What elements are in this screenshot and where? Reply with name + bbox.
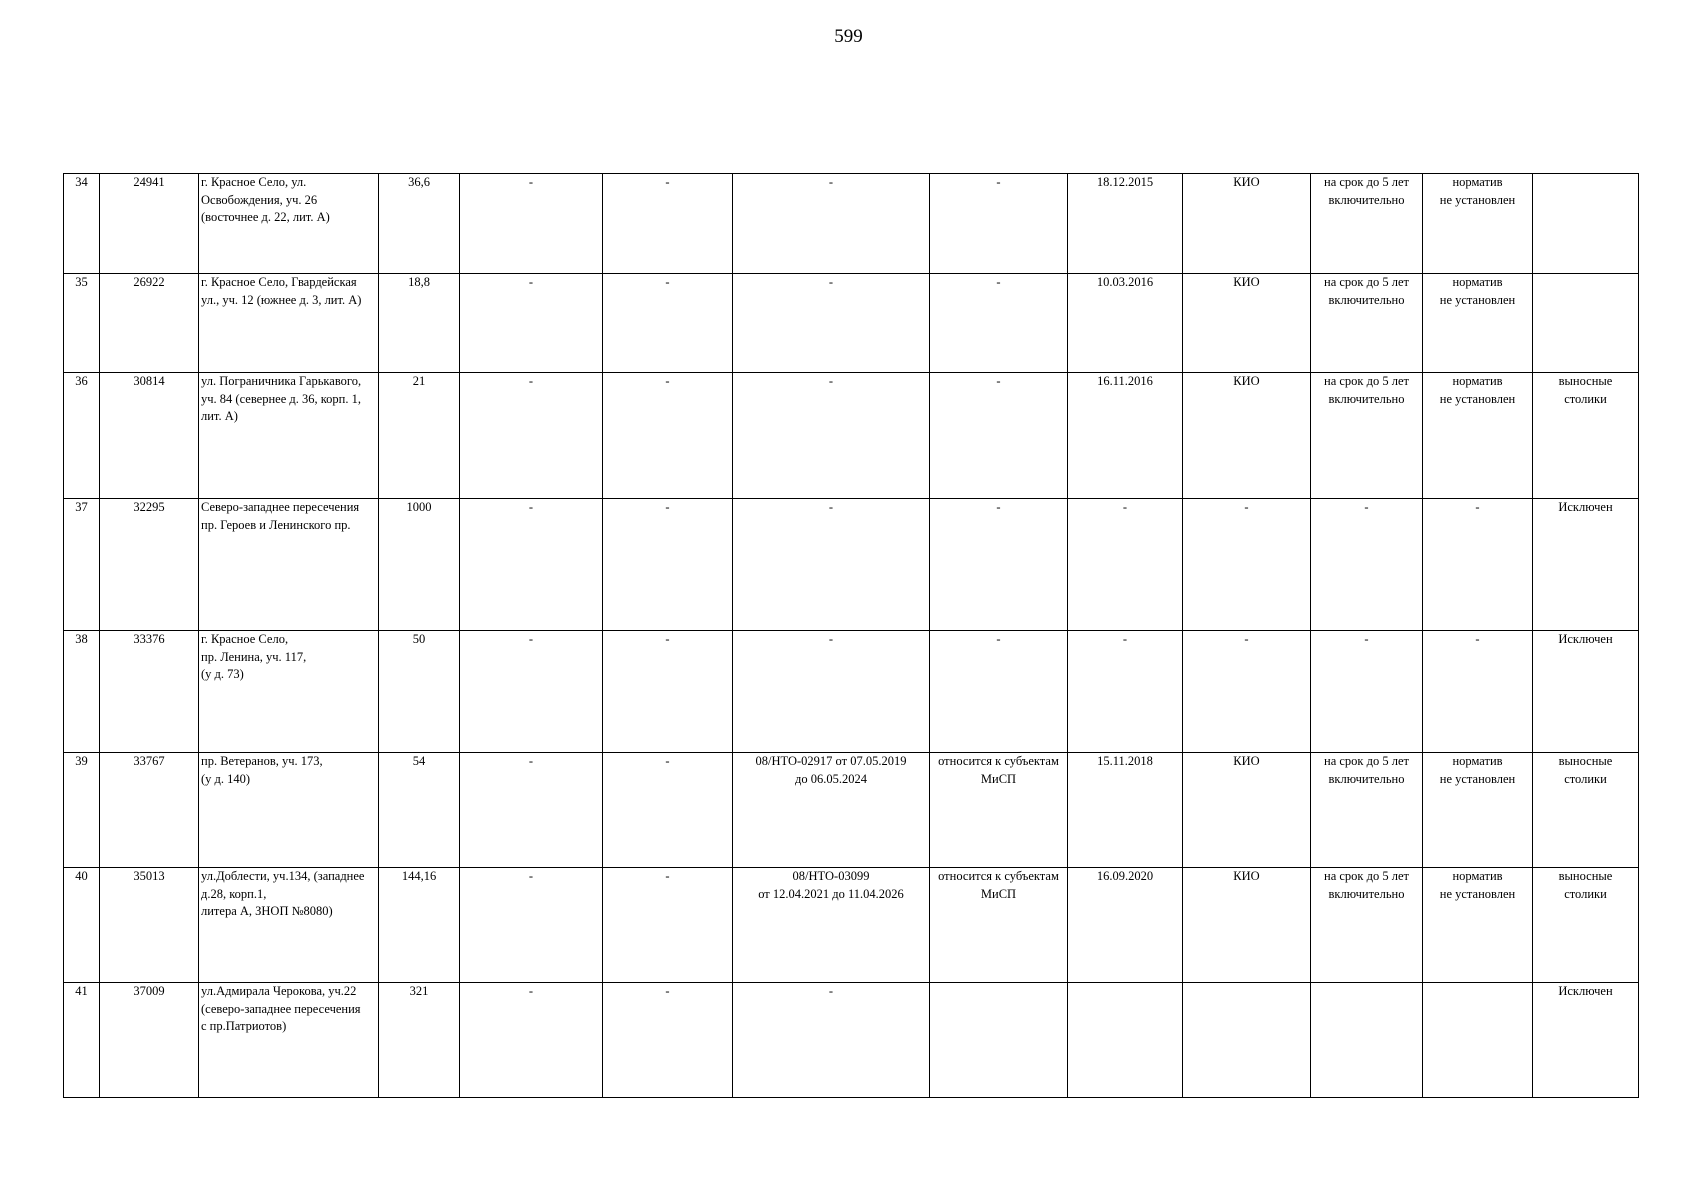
cell-area: 50 bbox=[379, 631, 460, 753]
cell-object-id: 24941 bbox=[100, 174, 199, 274]
table-row bbox=[64, 868, 1639, 983]
cell-object-id: 33767 bbox=[100, 753, 199, 868]
cell-organization: КИО bbox=[1183, 753, 1311, 868]
cell-term: на срок до 5 лет включительно bbox=[1311, 174, 1423, 274]
cell-date: 16.11.2016 bbox=[1068, 373, 1183, 499]
cell-col6: - bbox=[603, 868, 733, 983]
cell-contract: - bbox=[733, 373, 930, 499]
cell-note: Исключен bbox=[1533, 983, 1639, 1098]
table-row bbox=[64, 499, 1639, 631]
cell-norm: норматив не установлен bbox=[1423, 274, 1533, 373]
cell-col5: - bbox=[460, 274, 603, 373]
table-row bbox=[64, 174, 1639, 274]
cell-norm: норматив не установлен bbox=[1423, 373, 1533, 499]
cell-norm: - bbox=[1423, 499, 1533, 631]
cell-col5: - bbox=[460, 753, 603, 868]
cell-address: ул. Пограничника Гарькавого, уч. 84 (севернее д. 36, корп. 1, лит. А) bbox=[199, 373, 379, 499]
register-table bbox=[63, 173, 1639, 1098]
cell-object-id: 26922 bbox=[100, 274, 199, 373]
cell-col6: - bbox=[603, 631, 733, 753]
cell-norm: норматив не установлен bbox=[1423, 174, 1533, 274]
cell-area: 321 bbox=[379, 983, 460, 1098]
cell-object-id: 32295 bbox=[100, 499, 199, 631]
cell-contract: 08/НТО-03099 от 12.04.2021 до 11.04.2026 bbox=[733, 868, 930, 983]
cell-col6: - bbox=[603, 274, 733, 373]
cell-col6: - bbox=[603, 499, 733, 631]
page-number: 599 bbox=[834, 26, 863, 47]
cell-organization: КИО bbox=[1183, 868, 1311, 983]
cell-term: на срок до 5 лет включительно bbox=[1311, 373, 1423, 499]
cell-organization bbox=[1183, 983, 1311, 1098]
cell-col5: - bbox=[460, 174, 603, 274]
cell-norm: норматив не установлен bbox=[1423, 868, 1533, 983]
cell-date: 15.11.2018 bbox=[1068, 753, 1183, 868]
cell-term: на срок до 5 лет включительно bbox=[1311, 753, 1423, 868]
cell-organization: - bbox=[1183, 499, 1311, 631]
cell-term: на срок до 5 лет включительно bbox=[1311, 868, 1423, 983]
cell-col6: - bbox=[603, 174, 733, 274]
cell-contract: - bbox=[733, 174, 930, 274]
cell-note: Исключен bbox=[1533, 499, 1639, 631]
cell-contract: - bbox=[733, 274, 930, 373]
cell-col5: - bbox=[460, 983, 603, 1098]
cell-area: 36,6 bbox=[379, 174, 460, 274]
cell-object-id: 33376 bbox=[100, 631, 199, 753]
cell-organization: КИО bbox=[1183, 274, 1311, 373]
cell-row-number: 41 bbox=[64, 983, 100, 1098]
cell-organization: КИО bbox=[1183, 373, 1311, 499]
cell-note: выносные столики bbox=[1533, 868, 1639, 983]
cell-row-number: 39 bbox=[64, 753, 100, 868]
cell-smsp-status bbox=[930, 983, 1068, 1098]
cell-contract: - bbox=[733, 983, 930, 1098]
cell-term: на срок до 5 лет включительно bbox=[1311, 274, 1423, 373]
cell-object-id: 30814 bbox=[100, 373, 199, 499]
cell-col6: - bbox=[603, 373, 733, 499]
cell-row-number: 40 bbox=[64, 868, 100, 983]
cell-col6: - bbox=[603, 983, 733, 1098]
cell-smsp-status: - bbox=[930, 631, 1068, 753]
cell-norm: норматив не установлен bbox=[1423, 753, 1533, 868]
cell-term bbox=[1311, 983, 1423, 1098]
cell-norm: - bbox=[1423, 631, 1533, 753]
cell-row-number: 36 bbox=[64, 373, 100, 499]
register-body bbox=[64, 174, 1639, 1098]
cell-smsp-status: относится к субъектам МиСП bbox=[930, 753, 1068, 868]
cell-contract: 08/НТО-02917 от 07.05.2019 до 06.05.2024 bbox=[733, 753, 930, 868]
table-row bbox=[64, 274, 1639, 373]
cell-term: - bbox=[1311, 631, 1423, 753]
cell-object-id: 37009 bbox=[100, 983, 199, 1098]
cell-row-number: 37 bbox=[64, 499, 100, 631]
table-row bbox=[64, 983, 1639, 1098]
cell-contract: - bbox=[733, 631, 930, 753]
cell-smsp-status: относится к субъектам МиСП bbox=[930, 868, 1068, 983]
cell-row-number: 34 bbox=[64, 174, 100, 274]
cell-date: 18.12.2015 bbox=[1068, 174, 1183, 274]
cell-address: ул.Адмирала Черокова, уч.22 (северо-западнее пересечения с пр.Патриотов) bbox=[199, 983, 379, 1098]
cell-address: г. Красное Село, пр. Ленина, уч. 117, (у д. 73) bbox=[199, 631, 379, 753]
cell-object-id: 35013 bbox=[100, 868, 199, 983]
cell-address: пр. Ветеранов, уч. 173, (у д. 140) bbox=[199, 753, 379, 868]
cell-note: Исключен bbox=[1533, 631, 1639, 753]
cell-smsp-status: - bbox=[930, 499, 1068, 631]
cell-norm bbox=[1423, 983, 1533, 1098]
cell-col5: - bbox=[460, 373, 603, 499]
cell-smsp-status: - bbox=[930, 274, 1068, 373]
cell-area: 18,8 bbox=[379, 274, 460, 373]
cell-date: - bbox=[1068, 631, 1183, 753]
cell-organization: - bbox=[1183, 631, 1311, 753]
cell-note: выносные столики bbox=[1533, 373, 1639, 499]
cell-note bbox=[1533, 274, 1639, 373]
cell-date: - bbox=[1068, 499, 1183, 631]
cell-address: г. Красное Село, ул. Освобождения, уч. 26 (восточнее д. 22, лит. А) bbox=[199, 174, 379, 274]
cell-address: г. Красное Село, Гвардейская ул., уч. 12 (южнее д. 3, лит. А) bbox=[199, 274, 379, 373]
table-row bbox=[64, 631, 1639, 753]
cell-row-number: 35 bbox=[64, 274, 100, 373]
cell-area: 21 bbox=[379, 373, 460, 499]
cell-date bbox=[1068, 983, 1183, 1098]
cell-row-number: 38 bbox=[64, 631, 100, 753]
cell-note bbox=[1533, 174, 1639, 274]
cell-term: - bbox=[1311, 499, 1423, 631]
table-row bbox=[64, 753, 1639, 868]
cell-col5: - bbox=[460, 499, 603, 631]
table-row bbox=[64, 373, 1639, 499]
cell-address: Северо-западнее пересечения пр. Героев и Ленинского пр. bbox=[199, 499, 379, 631]
cell-col5: - bbox=[460, 631, 603, 753]
cell-date: 10.03.2016 bbox=[1068, 274, 1183, 373]
cell-col5: - bbox=[460, 868, 603, 983]
cell-area: 144,16 bbox=[379, 868, 460, 983]
cell-smsp-status: - bbox=[930, 174, 1068, 274]
cell-contract: - bbox=[733, 499, 930, 631]
cell-smsp-status: - bbox=[930, 373, 1068, 499]
cell-note: выносные столики bbox=[1533, 753, 1639, 868]
cell-area: 1000 bbox=[379, 499, 460, 631]
cell-date: 16.09.2020 bbox=[1068, 868, 1183, 983]
cell-col6: - bbox=[603, 753, 733, 868]
cell-address: ул.Доблести, уч.134, (западнее д.28, корп.1, литера А, ЗНОП №8080) bbox=[199, 868, 379, 983]
cell-organization: КИО bbox=[1183, 174, 1311, 274]
cell-area: 54 bbox=[379, 753, 460, 868]
